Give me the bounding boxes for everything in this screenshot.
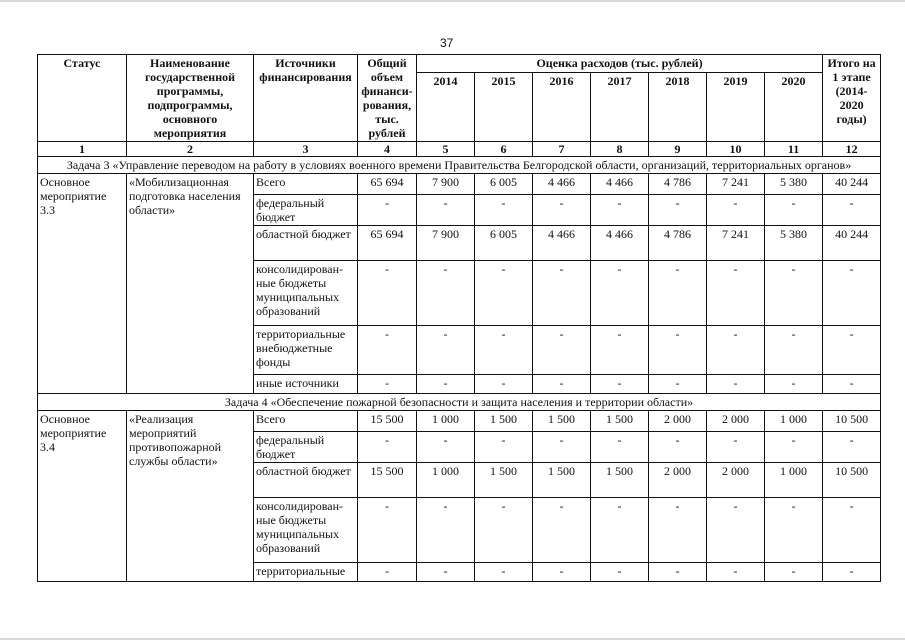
- value-cell: -: [358, 432, 417, 463]
- value-cell: -: [417, 195, 475, 226]
- value-cell: -: [823, 326, 881, 375]
- value-cell: 1 000: [765, 411, 823, 432]
- value-cell: -: [649, 563, 707, 582]
- header-expense-estimate: Оценка расходов (тыс. рублей): [417, 55, 823, 73]
- value-cell: -: [475, 563, 533, 582]
- column-number: 12: [823, 142, 881, 157]
- value-cell: -: [823, 375, 881, 394]
- header-year: 2015: [475, 73, 533, 142]
- value-cell: -: [707, 326, 765, 375]
- value-cell: -: [358, 195, 417, 226]
- value-cell: 4 466: [591, 174, 649, 195]
- value-cell: -: [475, 326, 533, 375]
- value-cell: -: [591, 563, 649, 582]
- value-cell: 2 000: [707, 463, 765, 498]
- value-cell: -: [417, 498, 475, 563]
- value-cell: 1 500: [533, 463, 591, 498]
- value-cell: 65 694: [358, 226, 417, 261]
- column-number: 7: [533, 142, 591, 157]
- value-cell: 1 000: [417, 463, 475, 498]
- header-name: Наименование государственной программы, подпрограммы, основного мероприятия: [127, 55, 254, 142]
- value-cell: -: [649, 326, 707, 375]
- value-cell: -: [707, 498, 765, 563]
- value-cell: -: [649, 261, 707, 326]
- value-cell: -: [765, 326, 823, 375]
- value-cell: 7 900: [417, 226, 475, 261]
- source-cell: иные источники: [254, 375, 358, 394]
- page-number: 37: [440, 36, 454, 50]
- header-stage-total: Итого на 1 этапе (2014-2020 годы): [823, 55, 881, 142]
- value-cell: 1 500: [475, 463, 533, 498]
- value-cell: -: [358, 261, 417, 326]
- table-row: [38, 411, 881, 432]
- value-cell: -: [823, 563, 881, 582]
- value-cell: -: [591, 261, 649, 326]
- column-numbers-row: [38, 142, 881, 157]
- value-cell: -: [533, 498, 591, 563]
- header-total-volume: Общий объем финанси-рования, тыс. рублей: [358, 55, 417, 142]
- value-cell: 7 241: [707, 226, 765, 261]
- value-cell: -: [358, 563, 417, 582]
- value-cell: 4 466: [533, 226, 591, 261]
- task-title: Задача 3 «Управление переводом на работу в условиях военного времени Правительства Белгородской области, организаций, территориальных органов»: [38, 157, 881, 174]
- value-cell: 40 244: [823, 226, 881, 261]
- column-number: 2: [127, 142, 254, 157]
- header-sources: Источники финансирования: [254, 55, 358, 142]
- source-cell: Всего: [254, 411, 358, 432]
- scan-edge-top: [0, 0, 905, 2]
- value-cell: -: [765, 375, 823, 394]
- value-cell: -: [591, 195, 649, 226]
- value-cell: -: [823, 261, 881, 326]
- value-cell: -: [649, 375, 707, 394]
- value-cell: -: [649, 195, 707, 226]
- header-year: 2016: [533, 73, 591, 142]
- value-cell: -: [417, 261, 475, 326]
- value-cell: -: [765, 195, 823, 226]
- value-cell: -: [533, 195, 591, 226]
- value-cell: 2 000: [707, 411, 765, 432]
- value-cell: 7 900: [417, 174, 475, 195]
- source-cell: федеральный бюджет: [254, 195, 358, 226]
- value-cell: -: [475, 375, 533, 394]
- value-cell: -: [533, 432, 591, 463]
- header-status: Статус: [38, 55, 127, 142]
- value-cell: -: [707, 375, 765, 394]
- value-cell: 2 000: [649, 411, 707, 432]
- value-cell: 1 000: [765, 463, 823, 498]
- header-row: [38, 55, 881, 73]
- column-number: 3: [254, 142, 358, 157]
- value-cell: -: [707, 195, 765, 226]
- value-cell: -: [591, 375, 649, 394]
- task-row: [38, 394, 881, 411]
- value-cell: -: [533, 261, 591, 326]
- source-cell: федеральный бюджет: [254, 432, 358, 463]
- value-cell: -: [649, 432, 707, 463]
- value-cell: -: [475, 432, 533, 463]
- value-cell: 4 466: [591, 226, 649, 261]
- program-name-cell: «Мобилизационная подготовка населения области»: [127, 174, 254, 394]
- value-cell: 1 000: [417, 411, 475, 432]
- value-cell: 1 500: [591, 463, 649, 498]
- value-cell: -: [591, 498, 649, 563]
- value-cell: 4 786: [649, 174, 707, 195]
- value-cell: -: [475, 261, 533, 326]
- header-year: 2014: [417, 73, 475, 142]
- table-row: [38, 174, 881, 195]
- status-cell: Основное мероприятие 3.4: [38, 411, 127, 582]
- value-cell: -: [649, 498, 707, 563]
- source-cell: областной бюджет: [254, 463, 358, 498]
- status-cell: Основное мероприятие 3.3: [38, 174, 127, 394]
- value-cell: -: [823, 195, 881, 226]
- value-cell: 2 000: [649, 463, 707, 498]
- value-cell: 1 500: [475, 411, 533, 432]
- task-row: [38, 157, 881, 174]
- value-cell: -: [358, 326, 417, 375]
- value-cell: 1 500: [591, 411, 649, 432]
- value-cell: -: [475, 195, 533, 226]
- column-number: 8: [591, 142, 649, 157]
- value-cell: 10 500: [823, 463, 881, 498]
- value-cell: 4 466: [533, 174, 591, 195]
- value-cell: 10 500: [823, 411, 881, 432]
- value-cell: -: [475, 498, 533, 563]
- value-cell: -: [417, 563, 475, 582]
- value-cell: 65 694: [358, 174, 417, 195]
- value-cell: -: [417, 432, 475, 463]
- column-number: 10: [707, 142, 765, 157]
- column-number: 4: [358, 142, 417, 157]
- header-year: 2017: [591, 73, 649, 142]
- value-cell: -: [765, 261, 823, 326]
- program-name-cell: «Реализация мероприятий противопожарной службы области»: [127, 411, 254, 582]
- header-year: 2020: [765, 73, 823, 142]
- value-cell: 7 241: [707, 174, 765, 195]
- budget-table: [37, 54, 881, 582]
- value-cell: -: [358, 375, 417, 394]
- source-cell: консолидирован-ные бюджеты муниципальных образований: [254, 261, 358, 326]
- source-cell: Всего: [254, 174, 358, 195]
- column-number: 11: [765, 142, 823, 157]
- column-number: 1: [38, 142, 127, 157]
- value-cell: -: [765, 498, 823, 563]
- column-number: 9: [649, 142, 707, 157]
- header-year: 2018: [649, 73, 707, 142]
- value-cell: -: [707, 432, 765, 463]
- value-cell: 6 005: [475, 174, 533, 195]
- value-cell: 15 500: [358, 463, 417, 498]
- value-cell: 15 500: [358, 411, 417, 432]
- header-year: 2019: [707, 73, 765, 142]
- value-cell: -: [591, 432, 649, 463]
- value-cell: 5 380: [765, 226, 823, 261]
- value-cell: 5 380: [765, 174, 823, 195]
- value-cell: 40 244: [823, 174, 881, 195]
- value-cell: 6 005: [475, 226, 533, 261]
- value-cell: -: [765, 563, 823, 582]
- task-title: Задача 4 «Обеспечение пожарной безопасности и защита населения и территории области»: [38, 394, 881, 411]
- value-cell: -: [707, 261, 765, 326]
- value-cell: -: [591, 326, 649, 375]
- value-cell: -: [358, 498, 417, 563]
- value-cell: 1 500: [533, 411, 591, 432]
- source-cell: территориальные внебюджетные фонды: [254, 326, 358, 375]
- column-number: 6: [475, 142, 533, 157]
- value-cell: -: [533, 563, 591, 582]
- source-cell: территориальные: [254, 563, 358, 582]
- value-cell: -: [533, 375, 591, 394]
- column-number: 5: [417, 142, 475, 157]
- value-cell: -: [533, 326, 591, 375]
- source-cell: областной бюджет: [254, 226, 358, 261]
- value-cell: -: [823, 432, 881, 463]
- value-cell: -: [823, 498, 881, 563]
- value-cell: -: [417, 326, 475, 375]
- value-cell: -: [707, 563, 765, 582]
- value-cell: -: [765, 432, 823, 463]
- value-cell: 4 786: [649, 226, 707, 261]
- value-cell: -: [417, 375, 475, 394]
- source-cell: консолидирован-ные бюджеты муниципальных образований: [254, 498, 358, 563]
